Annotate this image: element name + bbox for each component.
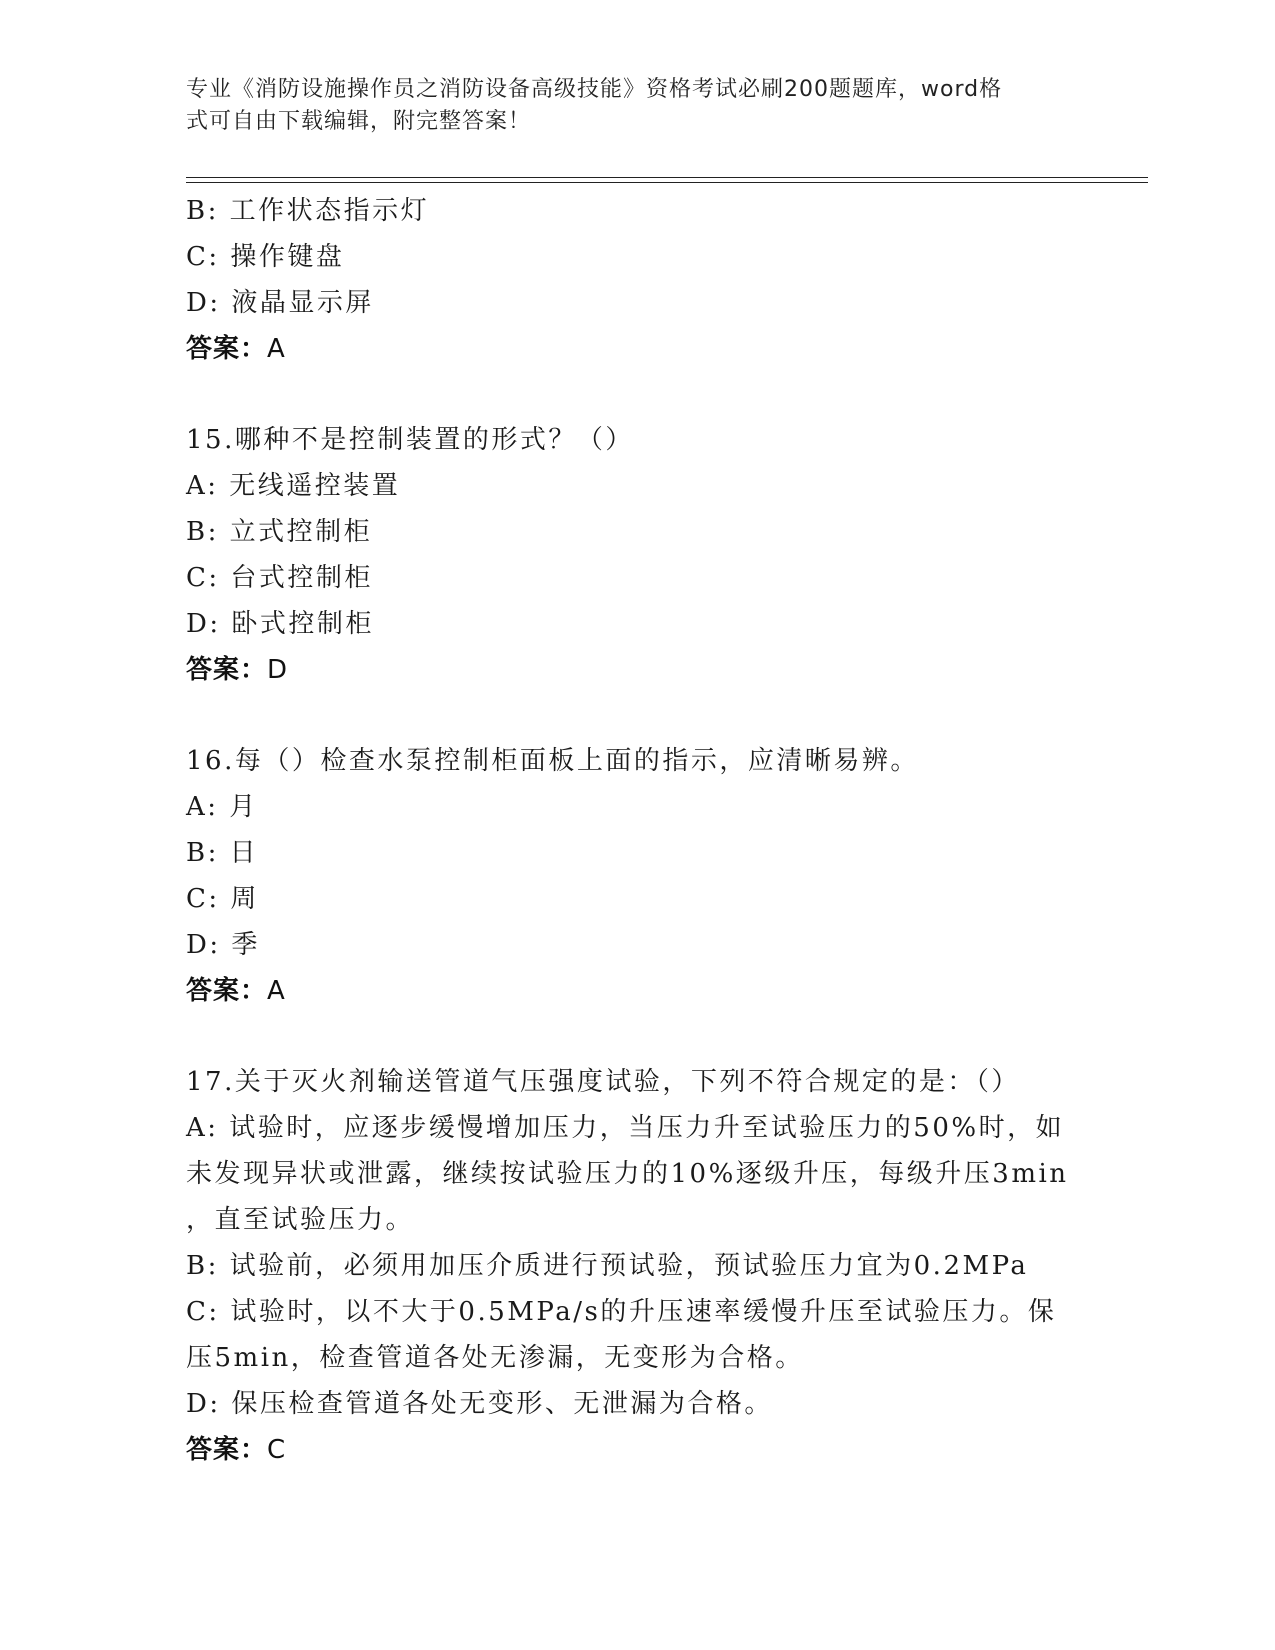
- header-divider-top: [186, 177, 1148, 178]
- answer-value: A: [267, 334, 286, 364]
- answer-label: 答案：: [186, 334, 268, 364]
- option-a: A: 无线遥控装置: [186, 471, 401, 501]
- option-d: D: 卧式控制柜: [186, 609, 374, 639]
- option-b: B: 立式控制柜: [186, 517, 373, 547]
- document-header: [186, 74, 1066, 138]
- question-stem: 16.每（）检查水泵控制柜面板上面的指示，应清晰易辨。: [186, 746, 919, 776]
- question-14-tail: [186, 188, 1086, 372]
- option-c-line-1: C: 试验时，以不大于0.5MPa/s的升压速率缓慢升压至试验压力。保: [186, 1297, 1057, 1327]
- answer-value: A: [267, 976, 286, 1006]
- option-c: C: 台式控制柜: [186, 563, 373, 593]
- option-b: B: 试验前，必须用加压介质进行预试验，预试验压力宜为0.2MPa: [186, 1251, 1029, 1281]
- answer-value: D: [267, 655, 289, 685]
- option-a-line-3: ，直至试验压力。: [186, 1205, 415, 1235]
- option-c: C: 周: [186, 884, 259, 914]
- question-stem: 15.哪种不是控制装置的形式？（）: [186, 425, 634, 455]
- answer-line: [186, 326, 1086, 372]
- question-17: [186, 1059, 1086, 1473]
- header-divider-bottom: [186, 182, 1148, 183]
- question-list: [186, 188, 1086, 1473]
- answer-line: [186, 968, 1086, 1014]
- question-16: [186, 738, 1086, 1014]
- answer-line: [186, 647, 1086, 693]
- answer-label: 答案：: [186, 976, 268, 1006]
- answer-label: 答案：: [186, 1435, 268, 1465]
- question-stem: 17.关于灭火剂输送管道气压强度试验，下列不符合规定的是：（）: [186, 1067, 1020, 1097]
- option-a-line-1: A: 试验时，应逐步缓慢增加压力，当压力升至试验压力的50%时，如: [186, 1113, 1065, 1143]
- option-b: B: 日: [186, 838, 259, 868]
- option-d: D: 季: [186, 930, 260, 960]
- header-line-1: 专业《消防设施操作员之消防设备高级技能》资格考试必刷200题题库，word格: [186, 77, 1003, 102]
- option-d: D: 液晶显示屏: [186, 288, 374, 318]
- option-c: C: 操作键盘: [186, 242, 345, 272]
- option-d: D: 保压检查管道各处无变形、无泄漏为合格。: [186, 1389, 773, 1419]
- question-15: [186, 417, 1086, 693]
- answer-line: [186, 1427, 1086, 1473]
- answer-value: C: [267, 1435, 287, 1465]
- answer-label: 答案：: [186, 655, 268, 685]
- header-line-2: 式可自由下载编辑，附完整答案！: [186, 109, 532, 134]
- option-a: A: 月: [186, 792, 258, 822]
- option-b: B: 工作状态指示灯: [186, 196, 430, 226]
- option-c-line-2: 压5min，检查管道各处无渗漏，无变形为合格。: [186, 1343, 804, 1373]
- option-a-line-2: 未发现异状或泄露，继续按试验压力的10%逐级升压，每级升压3min: [186, 1159, 1069, 1189]
